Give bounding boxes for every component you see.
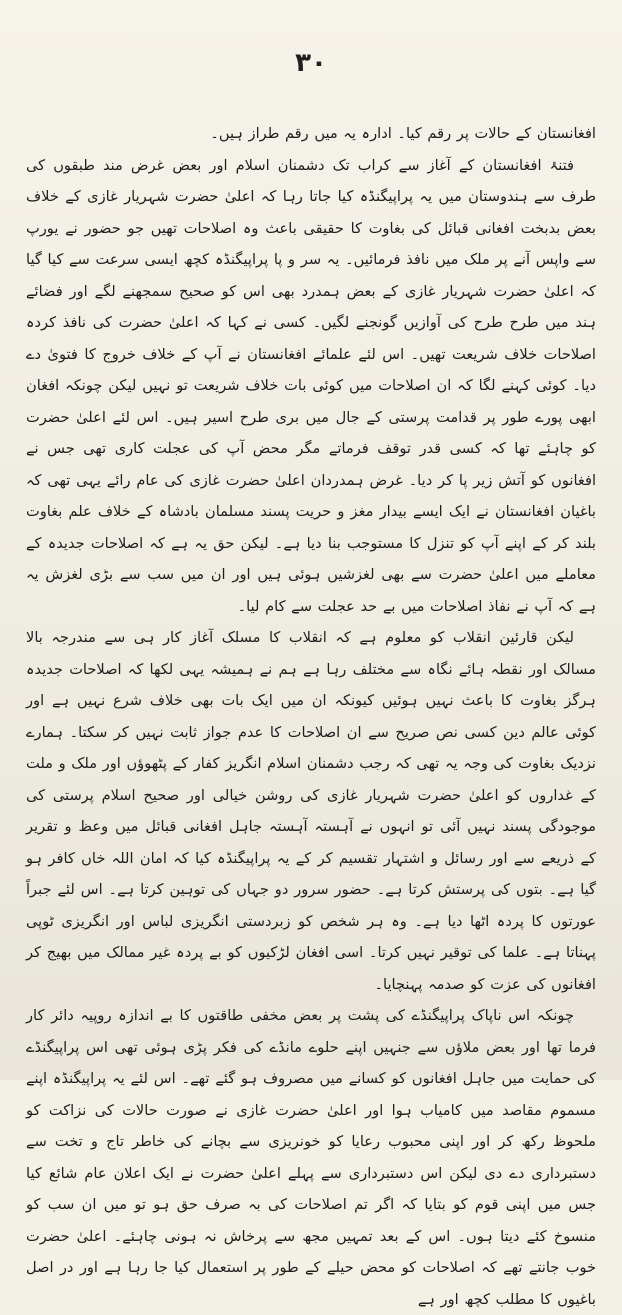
ink-bleed-through [90, 88, 610, 148]
paragraph-abdication: چونکہ اس ناپاک پراپیگنڈے کی پشت پر بعض مخفی طاقتوں کا بے اندازہ روپیہ دائر کار فرما تھا اور بعض ملاؤں سے جنہیں اپنے حلوے مانڈے کی فکر پڑی ہوئی تھی اس پراپیگنڈے کی حمایت میں جاہل افغانوں کو کسانے میں مصروف ہو گئے تھے۔ اس لئے یہ پراپیگنڈہ اپنے مسموم مقاصد میں کامیاب ہوا اور اعلیٰ حضرت غازی نے صورت حالات کی نزاکت کو ملحوظ رکھ کر اور اپنی محبوب رعایا کو خونریزی سے بچانے کی خاطر تاج و تخت سے دستبرداری دے دی لیکن اس دستبرداری سے پہلے اعلیٰ حضرت نے ایک اعلان عام شائع کیا جس میں اپنی قوم کو بتایا کہ اگر تم اصلاحات کی بہ صرف حق ہو تو میں ان سب کو منسوخ کئے دیتا ہوں۔ اس کے بعد تمہیں مجھ سے پرخاش نہ ہونی چاہئے۔ اعلیٰ حضرت خوب جانتے تھے کہ اصلاحات کو محض حیلے کے طور پر استعمال کیا جا رہا ہے اور در اصل باغیوں کا مطلب کچھ اور ہے [26, 1007, 596, 1308]
page-number: ۳۰ [295, 48, 327, 78]
paragraph-inqilab-view: لیکن قارئین انقلاب کو معلوم ہے کہ انقلاب کا مسلک آغاز کار ہی سے مندرجہ بالا مسالک اور نقطہ ہائے نگاہ سے مختلف رہا ہے ہم نے ہمیشہ یہی لکھا کہ اصلاحات جدیدہ ہرگز بغاوت کا باعث نہیں ہوئیں کیونکہ ان میں ایک بات بھی خلاف شرع نہیں ہے اور کوئی عالم دین کسی نص صریح سے ان اصلاحات کا عدم جواز ثابت نہیں کر سکتا۔ ہمارے نزدیک بغاوت کی وجہ یہ تھی کہ رجب دشمنان اسلام انگریز کفار کے پٹھوؤں اور ملک و ملت کے غداروں کو اعلیٰ حضرت شہریار غازی کی روشن خیالی اور صحیح اسلام پرستی کی موجودگی پسند نہیں آئی تو انہوں نے آہستہ آہستہ جاہل افغانی قبائل میں وعظ و تقریر کے ذریعے سے اور رسائل و اشتہار تقسیم کر کے یہ پراپیگنڈہ کیا کہ امان اللہ خاں کافر ہو گیا ہے۔ بتوں کی پرستش کرتا ہے۔ حضور سرور دو جہاں کی توہین کرتا ہے۔ اس لئے جبراً عورتوں کا پردہ اٹھا دیا ہے۔ وہ ہر شخص کو زبردستی انگریزی لباس اور انگریزی ٹوپی پہناتا ہے۔ علما کی توقیر نہیں کرتا۔ اسی افغان لڑکیوں کو بے پردہ غیر ممالک میں بھیج کر افغانوں کی عزت کو صدمہ پہنچایا۔ [26, 629, 596, 993]
article-body [26, 118, 596, 1315]
paragraph-quote: فتنۂ افغانستان کے آغاز سے کراب تک دشمنان اسلام اور بعض غرض مند طبقوں کی طرف سے ہندوستان میں یہ پراپیگنڈہ کیا جاتا رہا کہ اعلیٰ حضرت شہریار غازی کے خلاف بعض بدبخت افغانی قبائل کی بغاوت کا حقیقی باعث وہ اصلاحات تھیں جو حضور نے یورپ سے واپس آنے پر ملک میں نافذ فرمائیں۔ یہ سر و پا پراپیگنڈہ کچھ ایسی سرعت سے کیا گیا کہ اعلیٰ حضرت شہریار غازی کے بعض ہمدرد بھی اس کو صحیح سمجھنے لگے اور فضائے ہند میں طرح طرح کی آوازیں گونجنے لگیں۔ کسی نے کہا کہ اعلیٰ حضرت کی نافذ کردہ اصلاحات خلاف شریعت تھیں۔ اس لئے علمائے افغانستان نے آپ کے خلاف خروج کا فتویٰ دے دیا۔ کوئی کہنے لگا کہ ان اصلاحات میں کوئی بات خلاف شریعت تو نہیں لیکن چونکہ افغان ابھی پورے طور پر قدامت پرستی کے جال میں بری طرح اسیر ہیں۔ اس لئے اعلیٰ حضرت کو چاہئے تھا کہ کسی قدر توقف فرماتے مگر محض آپ کی عجلت کاری تھی جس نے افغانوں کو آتش زیر پا کر دیا۔ غرض ہمدردان اعلیٰ حضرت غازی کی عام رائے یہی تھی کہ باغیان افغانستان نے ایک ایسے بیدار مغز و حریت پسند مسلمان بادشاہ کے خلاف علم بغاوت بلند کر کے اپنے آپ کو تنزل کا مستوجب بنا دیا ہے۔ لیکن حق یہ ہے کہ اصلاحات جدیدہ کے معاملے میں اعلیٰ حضرت سے بھی لغزشیں ہوئی ہیں اور ان میں سب سے بڑی لغزش یہ ہے کہ آپ نے نفاذ اصلاحات میں بے حد عجلت سے کام لیا۔ [26, 156, 596, 615]
paragraph-intro: افغانستان کے حالات پر رقم کیا۔ ادارہ یہ میں رقم طراز ہیں۔ [210, 125, 596, 142]
